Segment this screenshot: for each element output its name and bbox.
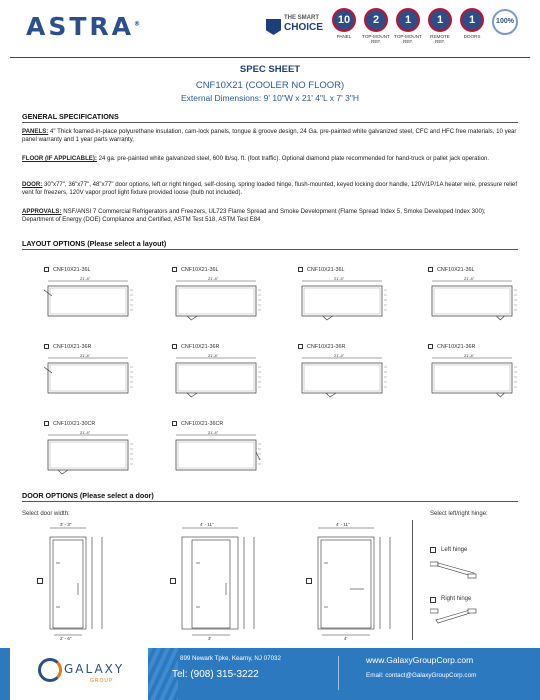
warranty-badge-remote: 1 REMOTE REF. xyxy=(426,8,454,44)
section-divider xyxy=(22,122,518,123)
layout-floorplan xyxy=(172,276,264,326)
layout-options-heading: LAYOUT OPTIONS (Please select a layout) xyxy=(22,239,167,248)
layout-floorplan xyxy=(298,276,390,326)
layout-option-label: CNF10X21-36R xyxy=(428,344,528,350)
footer-website-link[interactable]: www.GalaxyGroupCorp.com xyxy=(366,655,474,665)
layout-checkbox[interactable] xyxy=(44,267,49,272)
page-header xyxy=(0,0,540,58)
layout-option[interactable] xyxy=(298,344,398,406)
warranty-badge-top-mount: 2 TOP-MOUNT REF. xyxy=(362,8,390,44)
right-hinge-label: Right hinge xyxy=(441,596,472,602)
footer-address: 899 Newark Tpke, Kearny, NJ 07032 xyxy=(180,655,281,662)
door-width-30-diagram xyxy=(46,523,116,641)
layout-floorplan xyxy=(172,430,264,480)
approvals-spec: APPROVALS: NSF/ANSI 7 Commercial Refrigerators and Freezers, UL723 Flame Spread and Smoke Development (Flame Spread Index 5, Smoke Developed Index 300); Department of Energy (DOE) Compliance and Certified, ASTM Test 518, ASTM Test E84 xyxy=(22,208,486,224)
layout-length-label: 21'-4" xyxy=(334,353,345,358)
warranty-badges xyxy=(330,8,530,54)
layout-option[interactable] xyxy=(44,267,144,329)
door-options-heading: DOOR OPTIONS (Please select a door) xyxy=(22,491,154,500)
layout-floorplan xyxy=(172,353,264,403)
layout-floorplan xyxy=(44,430,136,480)
badge-100-percent: 100% xyxy=(492,9,518,35)
section-divider xyxy=(22,249,518,250)
layout-option[interactable] xyxy=(172,267,272,329)
smart-choice-logo: THE SMART CHOICE xyxy=(266,13,322,43)
layout-floorplan xyxy=(44,353,136,403)
layout-floorplan xyxy=(298,353,390,403)
layout-checkbox[interactable] xyxy=(428,267,433,272)
door-width-checkbox-3[interactable] xyxy=(306,578,312,584)
layout-option[interactable] xyxy=(298,267,398,329)
layout-length-label: 21'-4" xyxy=(334,276,345,281)
layout-option[interactable] xyxy=(172,421,272,483)
footer-divider xyxy=(338,656,339,690)
door-width-36-bottom-label: 3' xyxy=(208,636,212,641)
layout-checkbox[interactable] xyxy=(298,267,303,272)
door-width-30-top-label: 3' - 3" xyxy=(60,523,72,527)
layout-length-label: 21'-4" xyxy=(464,353,475,358)
select-door-width-label: Select door width: xyxy=(22,511,70,517)
door-width-48-diagram xyxy=(314,523,404,641)
layout-option-label: CNF10X21-36CR xyxy=(172,421,272,427)
general-specs-heading: GENERAL SPECIFICATIONS xyxy=(22,112,119,121)
right-hinge-diagram xyxy=(430,607,478,627)
layout-option[interactable] xyxy=(428,267,528,329)
layout-option[interactable] xyxy=(44,344,144,406)
model-name: CNF10X21 (COOLER NO FLOOR) xyxy=(195,80,345,91)
layout-length-label: 21'-4" xyxy=(464,276,475,281)
astra-logo: ASTRA® xyxy=(26,12,141,41)
layout-option[interactable] xyxy=(172,344,272,406)
panels-spec: PANELS: 4" Thick foamed-in-place polyurethane insulation, cam-lock panels, tongue & groove design, 24 Ga. pre-painted white galvanized steel, CFC and HFC free materials, 10 year panel warranty and 1 year parts warranty, xyxy=(22,128,517,144)
door-width-48-bottom-label: 4' xyxy=(344,636,348,641)
footer-phone[interactable]: Tel: (908) 315-3222 xyxy=(172,669,259,680)
page-footer xyxy=(0,648,540,700)
layout-option-label: CNF10X21-36R xyxy=(172,344,272,350)
door-width-36-diagram xyxy=(178,523,268,641)
layout-option-label: CNF10X21-36L xyxy=(44,267,144,273)
warranty-badge-top-mount: 1 TOP-MOUNT REF. xyxy=(394,8,422,44)
layout-option[interactable] xyxy=(428,344,528,406)
layout-length-label: 21'-4" xyxy=(208,430,219,435)
layout-checkbox[interactable] xyxy=(44,421,49,426)
layout-length-label: 21'-4" xyxy=(208,276,219,281)
door-width-36-top-label: 4' - 11" xyxy=(200,523,214,527)
layout-option[interactable] xyxy=(44,421,144,483)
layout-checkbox[interactable] xyxy=(172,344,177,349)
select-hinge-label: Select left/right hinge: xyxy=(430,511,488,517)
layout-option-label: CNF10X21-36L xyxy=(428,267,528,273)
left-hinge-diagram xyxy=(430,560,478,580)
layout-floorplan xyxy=(428,276,520,326)
warranty-badge-doors: 1 DOORS xyxy=(458,8,486,39)
layout-option-label: CNF10X21-36R xyxy=(298,344,398,350)
layout-option-label: CNF10X21-30CR xyxy=(44,421,144,427)
floor-spec: FLOOR (IF APPLICABLE): 24 ga. pre-painted white galvanized steel, 600 lb/sq. ft. (foot traffic). Optional diamond plate recommended for hand-truck or pallet jack operation. xyxy=(22,155,490,162)
layout-floorplan xyxy=(428,353,520,403)
layout-checkbox[interactable] xyxy=(172,267,177,272)
door-width-30-bottom-label: 2' - 6" xyxy=(60,636,72,641)
layout-checkbox[interactable] xyxy=(44,344,49,349)
door-width-checkbox-1[interactable] xyxy=(37,578,43,584)
external-dimensions: External Dimensions: 9' 10"W x 21' 4"L x 7' 3"H xyxy=(180,93,359,103)
galaxy-swirl-icon xyxy=(38,658,62,682)
layout-option-label: CNF10X21-36L xyxy=(172,267,272,273)
left-hinge-checkbox[interactable] xyxy=(430,547,436,553)
door-width-checkbox-2[interactable] xyxy=(170,578,176,584)
layout-checkbox[interactable] xyxy=(172,421,177,426)
header-divider xyxy=(10,57,530,58)
layout-length-label: 21'-4" xyxy=(80,353,91,358)
spec-title: SPEC SHEET xyxy=(239,64,301,75)
layout-option-label: CNF10X21-36R xyxy=(44,344,144,350)
right-hinge-checkbox[interactable] xyxy=(430,597,436,603)
door-spec: DOOR: 30"x77", 36"x77", 48"x77" door options, left or right hinged, self-closing, spring loaded hinge, flush-mounted, keyed locking door handle, 120V/1P/1A heater wire, pressure relief vent for freezers, 120V vapor proof light fixture provided loose (bulb not included). xyxy=(22,181,518,197)
layout-length-label: 21'-4" xyxy=(208,353,219,358)
layout-length-label: 21'-4" xyxy=(80,430,91,435)
layout-length-label: 21'-4" xyxy=(80,276,91,281)
layout-checkbox[interactable] xyxy=(298,344,303,349)
left-hinge-label: Left hinge xyxy=(441,547,468,553)
hinge-divider xyxy=(412,520,413,640)
layout-floorplan xyxy=(44,276,136,326)
door-width-48-top-label: 4' - 11" xyxy=(336,523,350,527)
layout-checkbox[interactable] xyxy=(428,344,433,349)
warranty-badge-panel: 10 PANEL xyxy=(330,8,358,39)
footer-email-link[interactable]: Email: contact@GalaxyGroupCorp.com xyxy=(366,672,477,679)
section-divider xyxy=(22,501,518,502)
galaxy-logo-panel: GALAXY GROUP xyxy=(10,648,150,700)
checkmark-shield-icon xyxy=(266,19,281,35)
layout-option-label: CNF10X21-36L xyxy=(298,267,398,273)
